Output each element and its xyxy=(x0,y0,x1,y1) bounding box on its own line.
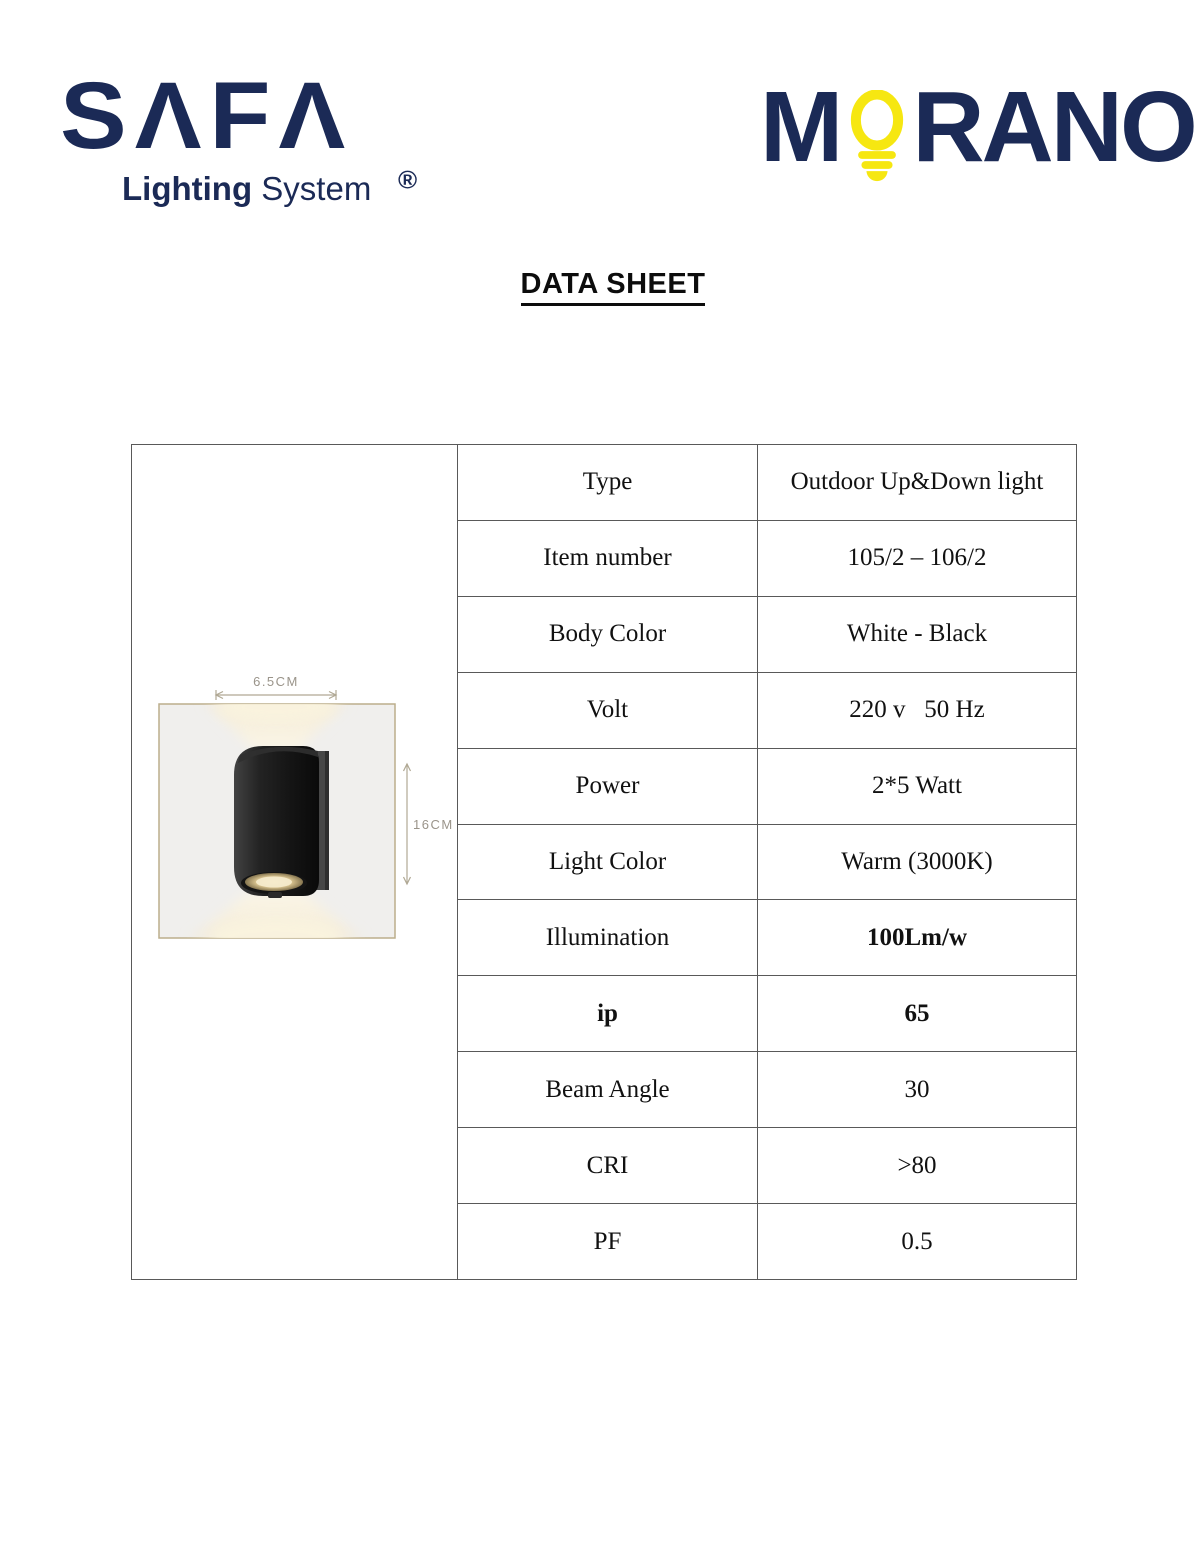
spec-value: 2*5 Watt xyxy=(872,772,962,800)
lightbulb-icon xyxy=(844,90,910,190)
spec-label: PF xyxy=(458,1204,758,1279)
spec-table-row xyxy=(458,900,1076,976)
spec-value: 0.5 xyxy=(901,1227,933,1255)
spec-table-row xyxy=(458,976,1076,1052)
registered-trademark-icon: ® xyxy=(398,165,418,195)
spec-label: Beam Angle xyxy=(458,1052,758,1127)
spec-value: 220 v 50 Hz xyxy=(849,696,985,724)
spec-value: 100Lm/w xyxy=(867,923,967,951)
spec-rows xyxy=(458,445,1076,1279)
safa-subtitle-bold: Lighting xyxy=(122,170,253,207)
height-dimension-label: 16CM xyxy=(413,817,454,832)
spec-label: Illumination xyxy=(458,900,758,975)
spec-value: 105/2 – 106/2 xyxy=(847,544,987,572)
title-row xyxy=(0,268,1200,306)
spec-table-row xyxy=(458,521,1076,597)
morano-logo xyxy=(760,71,1195,190)
width-dimension xyxy=(216,690,336,700)
safa-wordmark-text: SΛFΛ xyxy=(60,62,354,169)
spec-table-row xyxy=(458,1052,1076,1128)
page-title: DATA SHEET xyxy=(521,268,706,306)
spec-table-row xyxy=(458,749,1076,825)
spec-label: Volt xyxy=(458,673,758,748)
morano-prefix-text: M xyxy=(760,71,841,183)
spec-label: Power xyxy=(458,749,758,824)
safa-logo xyxy=(60,62,418,208)
spec-value: White - Black xyxy=(846,620,988,648)
spec-label: Item number xyxy=(458,521,758,596)
product-photo xyxy=(132,445,457,1279)
height-dimension xyxy=(404,764,411,884)
morano-suffix-text: RANO xyxy=(912,71,1195,183)
product-image-cell xyxy=(132,445,458,1279)
spec-value: Warm (3000K) xyxy=(841,847,993,875)
spec-value: 30 xyxy=(904,1075,930,1103)
spec-label: CRI xyxy=(458,1128,758,1203)
spec-value: >80 xyxy=(897,1151,937,1179)
spec-table xyxy=(131,444,1077,1280)
spec-table-row xyxy=(458,673,1076,749)
spec-table-row xyxy=(458,825,1076,901)
safa-subtitle xyxy=(60,170,371,208)
spec-label: Body Color xyxy=(458,597,758,672)
spec-table-row xyxy=(458,1204,1076,1279)
width-dimension-label: 6.5CM xyxy=(253,674,299,689)
spec-value: 65 xyxy=(904,999,930,1027)
spec-label: ip xyxy=(458,976,758,1051)
spec-value: Outdoor Up&Down light xyxy=(790,468,1044,496)
safa-subtitle-regular: System xyxy=(252,170,372,207)
spec-table-row xyxy=(458,597,1076,673)
spec-label: Light Color xyxy=(458,825,758,900)
spec-table-row xyxy=(458,445,1076,521)
spec-label: Type xyxy=(458,445,758,520)
spec-table-row xyxy=(458,1128,1076,1204)
